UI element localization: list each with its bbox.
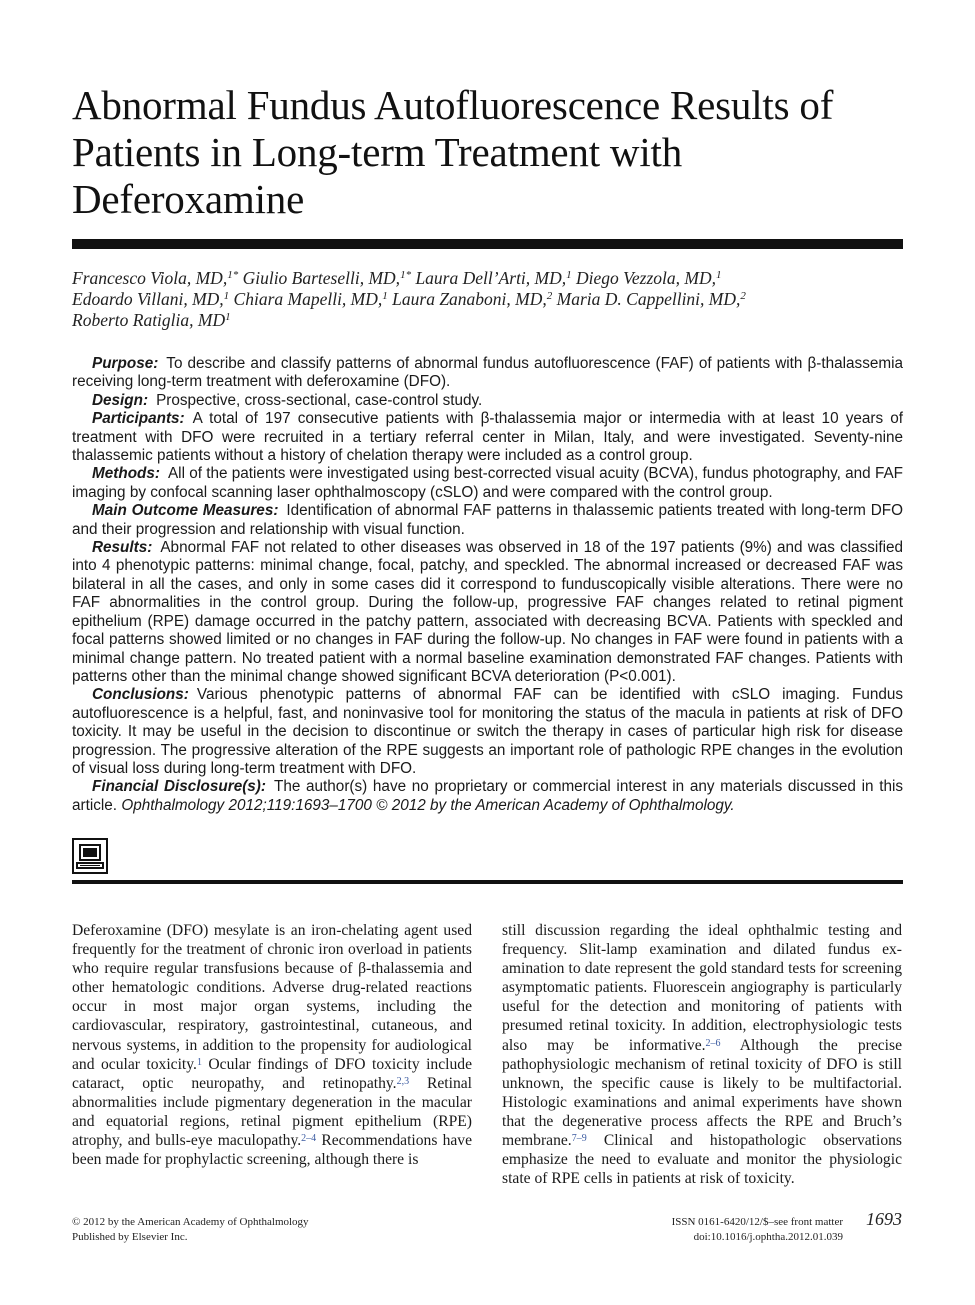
- abstract-design: Design: Prospective, cross-sectional, case-control study.: [92, 391, 483, 409]
- reference-link[interactable]: 2–6: [705, 1037, 721, 1049]
- copyright-line: © 2012 by the American Academy of Ophthalmology: [72, 1216, 309, 1228]
- abstract-financial-disclosure: Financial Disclosure(s): The author(s) have no proprietary or commercial interest in any materials discussed in this article. Ophthalmology 2012;119:1693–1700 © 2012 by the American Academy of Ophthalmology.: [72, 778, 904, 814]
- footer-copyright: [72, 1215, 309, 1245]
- body-column-left: [72, 921, 472, 1169]
- reference-link[interactable]: 2,3: [396, 1075, 410, 1087]
- author: Edoardo Villani, MD,$^1$: [72, 289, 230, 309]
- page-number: 1693: [866, 1209, 902, 1229]
- reference-link[interactable]: 1: [196, 1056, 202, 1068]
- body-column-right: [502, 921, 902, 1188]
- publisher-line: Published by Elsevier Inc.: [72, 1231, 188, 1243]
- doi-link[interactable]: doi:10.1016/j.ophtha.2012.01.039: [693, 1231, 843, 1243]
- author: Giulio Barteselli, MD,$^{1*}$: [242, 268, 412, 288]
- abstract: [72, 355, 903, 815]
- body-paragraph: Deferoxamine (DFO) mesylate is an iron-chelating agent used frequently for the treatment of chronic iron overload in patients who require regular transfusions because of β-thalassemia and other hematologic conditions. Adverse drug-related reactions occur in most major organ systems, including the cardiovascular, respiratory, gastrointestinal, cutaneous, and nervous systems, in addition to the propensity for audiological and ocular toxicity.$^1$ Ocular findings of DFO toxicity include cataract, optic neuropathy, and retinopathy.$^{2,3}$ Retinal abnormalities include pigmentary degeneration in the macular and equatorial regions, retinal pigment epithelium (RPE) atrophy, and bulls-eye maculopathy.$^{2-4}$ Recommendations have been made for prophylactic screening, although there is: [72, 922, 473, 1169]
- author: Maria D. Cappellini, MD,$^2$: [556, 289, 746, 309]
- abstract-purpose: Purpose: To describe and classify patterns of abnormal fundus autofluorescence (FAF) of patients with β-thalassemia receiving long-term treatment with deferoxamine (DFO).: [72, 355, 903, 391]
- author: Laura Zanaboni, MD,$^2$: [392, 289, 553, 309]
- reference-link[interactable]: 2–4: [301, 1133, 317, 1145]
- abstract-participants: Participants: A total of 197 consecutive patients with β-thalassemia major or intermedia with at least 10 years of treatment with DFO were recruited in a tertiary referral center in Milan, Italy, and were investigated. Seventy-nine thalassemic patients without a history of chelation therapy were included as a control group.: [72, 410, 903, 465]
- author: Chiara Mapelli, MD,$^1$: [233, 289, 388, 309]
- issn-line: ISSN 0161-6420/12/$–see front matter: [671, 1216, 843, 1228]
- abstract-results: Results: Abnormal FAF not related to other diseases was observed in 18 of the 197 patients (9%) and was classified into 4 phenotypic patterns: minimal change, focal, patchy, and speckled. The abnormal increased or decreased FAF was bilateral in all the cases, and only in some cases did it correspond to funduscopically visible alterations. There were no FAF abnormalities in the control group. During the follow-up, progressive FAF changes related to retinal pigment epithelium (RPE) damage occurred in the patchy pattern, associated with decreasing BCVA. Patients with speckled and focal patterns showed limited or no changes in FAF during the follow-up. No changes in FAF were found in patients with a minimal change pattern. No treated patient with a normal baseline examination demonstrated FAF changes. Patients with patterns other than the minimal change showed significant BCVA deterioration (P<0.001).: [72, 539, 903, 685]
- abstract-conclusions: Conclusions: Various phenotypic patterns of abnormal FAF can be identified with cSLO imaging. Fundus autofluorescence is a helpful, fast, and noninvasive tool for monitoring the status of the macula in patients at risk of DFO toxicity. It may be useful in the decision to discontinue or switch the therapy in cases of particular high risk for disease progression. The progressive alteration of the RPE suggests an important role of pathologic RPE changes in the evolution of visual loss during long-term treatment with DFO.: [72, 686, 903, 777]
- author-list: [72, 268, 902, 331]
- abstract-methods: Methods: All of the patients were investigated using best-corrected visual acuity (BCVA), fundus photography, and FAF imaging by confocal scanning laser ophthalmoscopy (cSLO) and were compared with the control group.: [72, 465, 903, 501]
- footer-identifiers: [672, 1215, 843, 1245]
- author: Roberto Ratiglia, $MD^1$: [72, 310, 231, 330]
- body-paragraph: still discussion regarding the ideal ophthalmic testing and frequency. Slit-lamp examination and dilated fundus examination to date represent the gold standard tests for screening asymptomatic patients. Fluorescein angiography is particularly useful for the detection and monitoring of patients with presumed retinal toxicity. In addition, electrophysiologic tests also may be informative.$^{2-6}$ Although the precise pathophysiologic mechanism of retinal toxicity of DFO is still unknown, the specific cause is likely to be multifactorial. Histologic examinations and animal experiments have shown that the degenerative process affects the RPE and Bruch’s membrane.$^{7-9}$ Clinical and histopathologic observations emphasize the need to evaluate and monitor the physiologic state of RPE cells in patients at risk of toxicity.: [502, 922, 903, 1188]
- journal-citation: Ophthalmology 2012;119:1693–1700 © 2012 by the American Academy of Ophthalmology.: [121, 796, 735, 814]
- computer-icon: [72, 838, 108, 874]
- title-divider: [72, 239, 903, 249]
- reference-link[interactable]: 7–9: [571, 1133, 587, 1145]
- article-title: Abnormal Fundus Autofluorescence Results of Patients in Long-term Treatment with Deferoxamine: [72, 82, 834, 222]
- abstract-divider: [72, 880, 903, 884]
- author: Diego Vezzola, MD,$^1$: [576, 268, 722, 288]
- author: Laura Dell’Arti, MD,$^1$: [415, 268, 572, 288]
- abstract-main-outcome-measures: Main Outcome Measures: Identification of abnormal FAF patterns in thalassemic patients treated with long-term DFO and their progression and relationship with visual function.: [72, 502, 903, 538]
- author: Francesco Viola, MD,$^{1*}$: [72, 268, 239, 288]
